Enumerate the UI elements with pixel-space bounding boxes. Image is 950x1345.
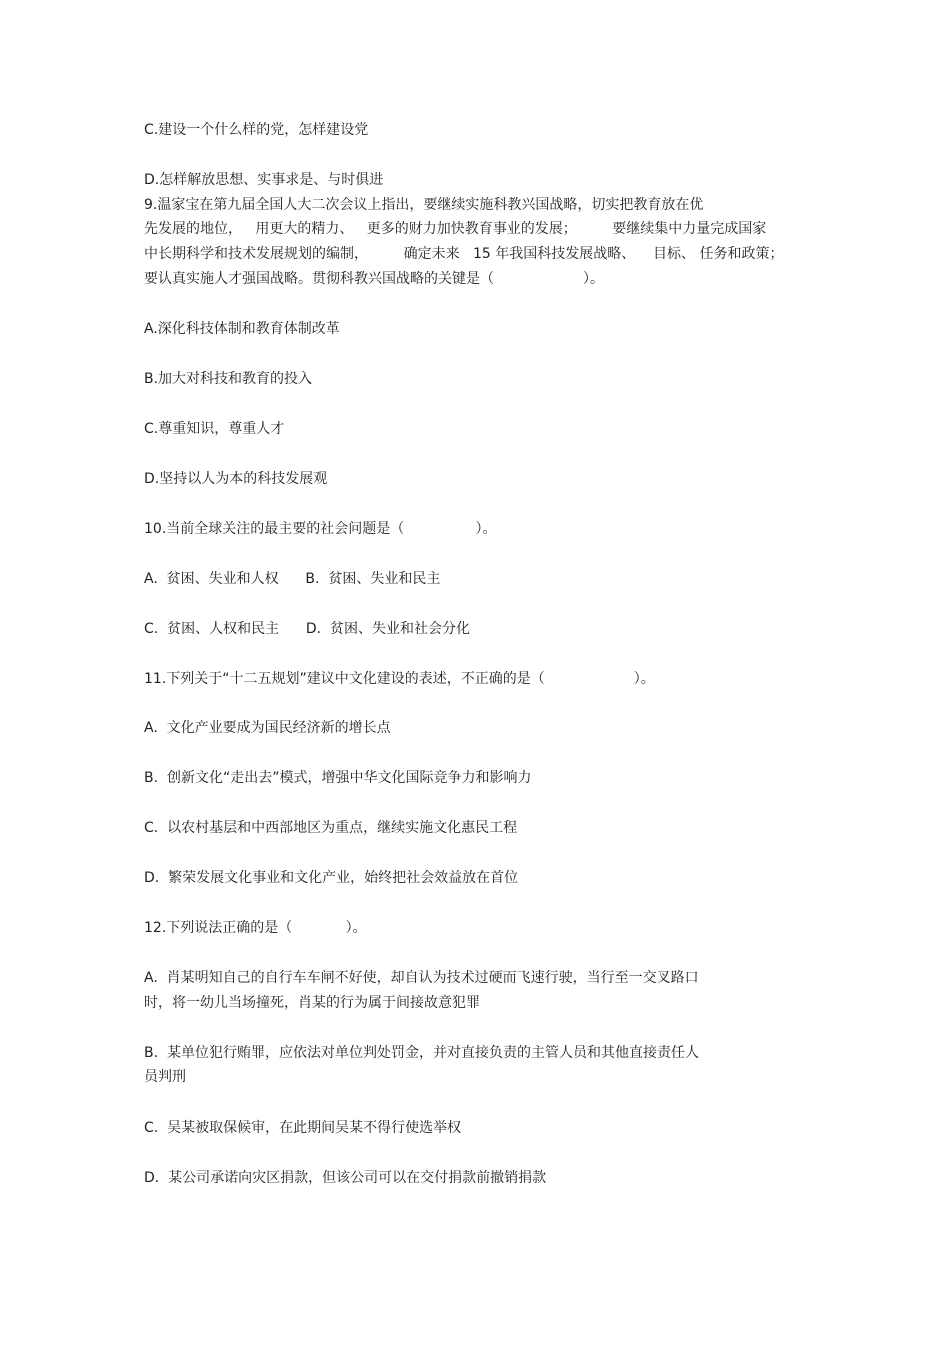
option-8c: C.建设一个什么样的党，怎样建设党 [144, 122, 369, 138]
option-10ab: A. 贫困、失业和人权 B. 贫困、失业和民主 [144, 571, 441, 587]
question-12: 12.下列说法正确的是（ ）。 [144, 920, 367, 936]
option-9b: B.加大对科技和教育的投入 [144, 371, 313, 387]
option-12a-line-2: 时，将一幼儿当场撞死，肖某的行为属于间接故意犯罪 [144, 995, 480, 1011]
option-9d: D.坚持以人为本的科技发展观 [144, 471, 328, 487]
option-12c: C. 吴某被取保候审，在此期间吴某不得行使选举权 [144, 1120, 462, 1136]
question-9-line-3: 中长期科学和技术发展规划的编制， 确定未来 15 年我国科技发展战略、 目标、 任务和政策； [144, 246, 784, 262]
question-11: 11.下列关于“十二五规划”建议中文化建设的表述，不正确的是（ ）。 [144, 671, 655, 687]
option-8d: D.怎样解放思想、实事求是、与时俱进 [144, 172, 384, 188]
question-9-line-2: 先发展的地位， 用更大的精力、 更多的财力加快教育事业的发展； 要继续集中力量完成国家 [144, 221, 767, 237]
question-9-line-1: 9.温家宝在第九届全国人大二次会议上指出，要继续实施科教兴国战略，切实把教育放在优 [144, 197, 704, 213]
option-11a: A. 文化产业要成为国民经济新的增长点 [144, 720, 391, 736]
option-10cd: C. 贫困、人权和民主 D. 贫困、失业和社会分化 [144, 621, 470, 637]
option-12b-line-1: B. 某单位犯行贿罪，应依法对单位判处罚金，并对直接负责的主管人员和其他直接责任人 [144, 1045, 699, 1061]
option-12b-line-2: 员判刑 [144, 1069, 186, 1085]
option-12a-line-1: A. 肖某明知自己的自行车车闸不好使，却自认为技术过硬而飞速行驶，当行至一交叉路口 [144, 970, 699, 986]
option-12d: D. 某公司承诺向灾区捐款，但该公司可以在交付捐款前撤销捐款 [144, 1170, 547, 1186]
option-11d: D. 繁荣发展文化事业和文化产业，始终把社会效益放在首位 [144, 870, 519, 886]
question-10: 10.当前全球关注的最主要的社会问题是（ ）。 [144, 521, 497, 537]
option-11b: B. 创新文化“走出去”模式，增强中华文化国际竞争力和影响力 [144, 770, 532, 786]
option-9a: A.深化科技体制和教育体制改革 [144, 321, 340, 337]
option-9c: C.尊重知识，尊重人才 [144, 421, 285, 437]
option-11c: C. 以农村基层和中西部地区为重点，继续实施文化惠民工程 [144, 820, 518, 836]
question-9-line-4: 要认真实施人才强国战略。贯彻科教兴国战略的关键是（ ）。 [144, 271, 605, 287]
